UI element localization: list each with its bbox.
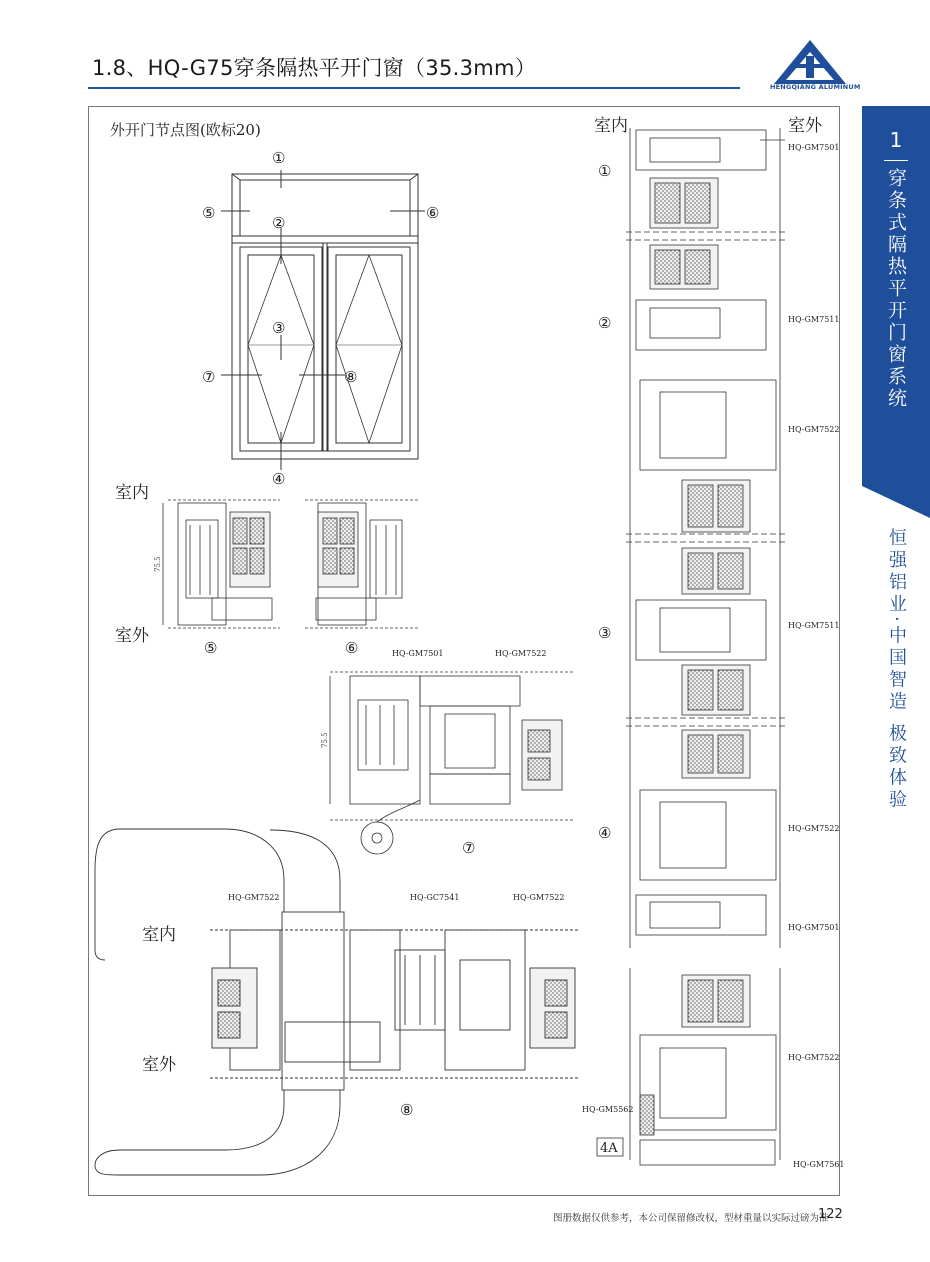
- profile-code-7501-c: HQ-GM7501: [788, 923, 840, 932]
- section-marker-4: ④: [598, 824, 612, 842]
- detail-marker-7: ⑦: [462, 839, 476, 857]
- profile-code-7511-a: HQ-GM7511: [788, 315, 840, 324]
- section-title: 外开门节点图(欧标20): [110, 121, 261, 139]
- detail-marker-4a: 4A: [600, 1141, 618, 1156]
- marker-8: ⑧: [344, 368, 358, 386]
- marker-5: ⑤: [202, 204, 216, 222]
- detail-marker-8: ⑧: [400, 1101, 414, 1119]
- dimension-a: 75.5: [154, 556, 162, 572]
- vertical-section: [626, 128, 786, 1165]
- profile-code-7522-a: HQ-GM7522: [495, 649, 547, 658]
- label-outdoor-a: 室外: [115, 626, 149, 646]
- label-outdoor-c: 室外: [788, 116, 822, 136]
- section-marker-1: ①: [598, 162, 612, 180]
- profile-code-7522-c: HQ-GM7522: [513, 893, 565, 902]
- marker-2: ②: [272, 214, 286, 232]
- page-number: 122: [818, 1207, 843, 1222]
- profile-code-7522-e: HQ-GM7522: [788, 824, 840, 833]
- label-indoor-c: 室内: [594, 116, 628, 136]
- section-marker-2: ②: [598, 314, 612, 332]
- detail-marker-5: ⑤: [204, 639, 218, 657]
- label-indoor-a: 室内: [115, 483, 149, 503]
- detail-marker-6: ⑥: [345, 639, 359, 657]
- profile-code-5562: HQ-GM5562: [582, 1105, 634, 1114]
- detail-5-6: [163, 500, 420, 628]
- profile-code-7501-a: HQ-GM7501: [392, 649, 444, 658]
- profile-code-7511-b: HQ-GM7511: [788, 621, 840, 630]
- elevation-markers: [202, 149, 439, 488]
- label-indoor-b: 室内: [142, 925, 176, 945]
- footer-note: 图册数据仅供参考，本公司保留修改权，型材重量以实际过磅为准: [553, 1213, 829, 1224]
- detail-8: [95, 829, 578, 1175]
- door-elevation: [221, 170, 425, 470]
- side-slogan: 恒强铝业·中国智造 极致体验: [886, 528, 907, 812]
- label-outdoor-b: 室外: [142, 1055, 176, 1075]
- section-marker-3: ③: [598, 624, 612, 642]
- profile-code-7501-b: HQ-GM7501: [788, 143, 840, 152]
- logo-text: HENGQIANG ALUMINUM: [770, 83, 861, 91]
- profile-code-7522-f: HQ-GM7522: [788, 1053, 840, 1062]
- tab-text: 穿条式隔热平开门窗系统: [885, 168, 907, 410]
- tab-number: 1: [889, 128, 903, 152]
- section-markers: [598, 162, 611, 842]
- profile-code-7522-b: HQ-GM7522: [228, 893, 280, 902]
- marker-7: ⑦: [202, 368, 216, 386]
- profile-code-7541: HQ-GC7541: [410, 893, 460, 902]
- dimension-b: 75.5: [321, 732, 329, 748]
- marker-1: ①: [272, 149, 286, 167]
- marker-4: ④: [272, 470, 286, 488]
- detail-7: [330, 672, 575, 854]
- profile-code-7561: HQ-GM7561: [793, 1160, 845, 1169]
- page-title: 1.8、HQ-G75穿条隔热平开门窗（35.3mm）: [92, 56, 537, 80]
- marker-3: ③: [272, 319, 286, 337]
- profile-code-7522-d: HQ-GM7522: [788, 425, 840, 434]
- marker-6: ⑥: [426, 204, 440, 222]
